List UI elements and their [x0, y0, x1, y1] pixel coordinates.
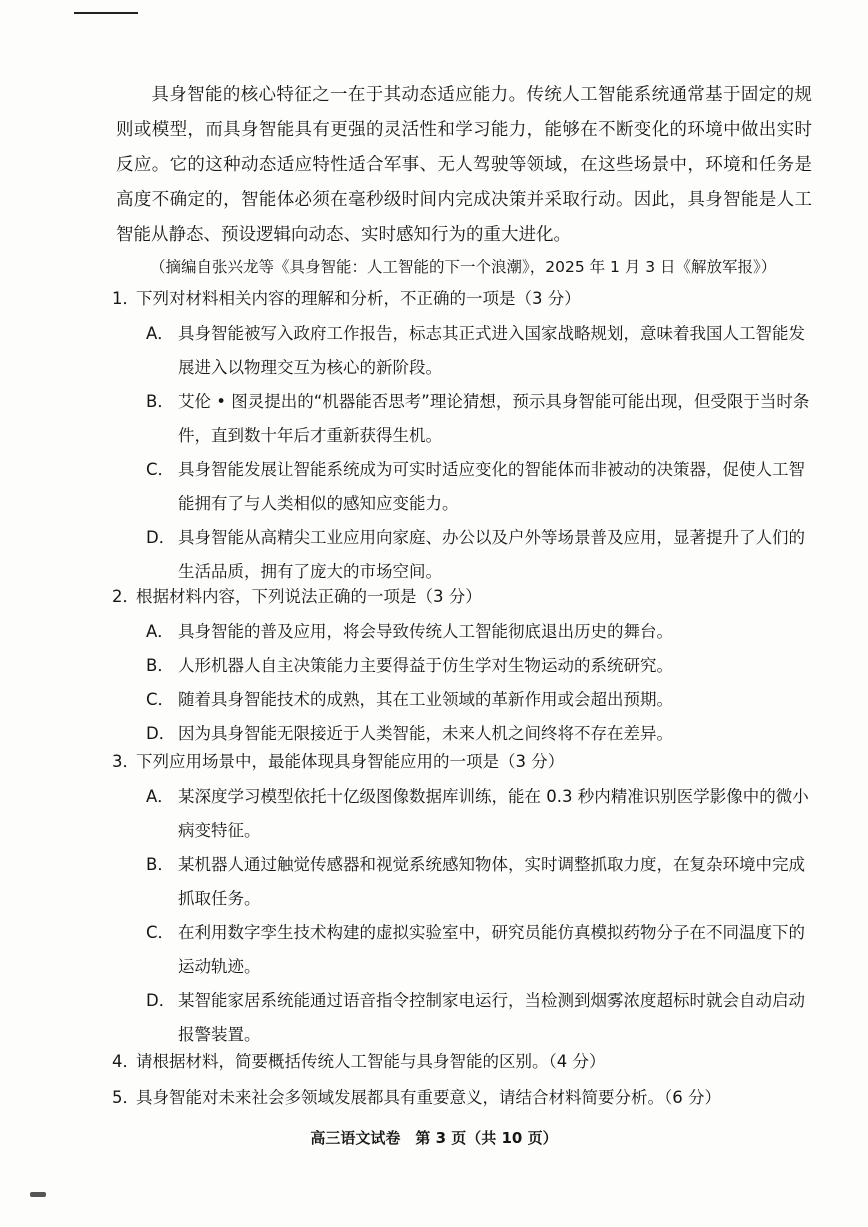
- option-label: D．: [146, 991, 176, 1010]
- option-label: A．: [146, 324, 174, 343]
- option-label: D．: [146, 528, 176, 547]
- option-label: A．: [146, 787, 174, 806]
- option-b[interactable]: [112, 848, 818, 916]
- question-4: [112, 1050, 818, 1074]
- question-1: [112, 287, 818, 589]
- question-3: [112, 750, 818, 1052]
- option-d[interactable]: [112, 717, 818, 751]
- question-text: 根据材料内容，下列说法正确的一项是（3 分）: [136, 587, 482, 606]
- option-label: B．: [146, 656, 174, 675]
- option-text: 随着具身智能技术的成熟，其在工业领域的革新作用或会超出预期。: [178, 690, 673, 709]
- question-2: [112, 585, 818, 751]
- question-stem: [112, 585, 818, 609]
- option-c[interactable]: [112, 916, 818, 984]
- question-stem: [112, 1086, 818, 1110]
- option-text: 具身智能发展让智能系统成为可实时适应变化的智能体而非被动的决策器，促使人工智能拥有了与人类相似的感知应变能力。: [178, 460, 805, 513]
- question-text: 请根据材料，简要概括传统人工智能与具身智能的区别。（4 分）: [136, 1052, 606, 1071]
- option-c[interactable]: [112, 683, 818, 717]
- option-label: B．: [146, 855, 174, 874]
- passage-paragraph: [116, 78, 812, 253]
- option-d[interactable]: [112, 521, 818, 589]
- option-d[interactable]: [112, 984, 818, 1052]
- option-label: D．: [146, 724, 176, 743]
- question-number: 5．: [112, 1088, 139, 1107]
- question-stem: [112, 750, 818, 774]
- option-text: 某深度学习模型依托十亿级图像数据库训练，能在 0.3 秒内精准识别医学影像中的微小病变特征。: [178, 787, 809, 840]
- question-number: 4．: [112, 1052, 139, 1071]
- question-5: [112, 1086, 818, 1110]
- question-stem: [112, 287, 818, 311]
- option-label: A．: [146, 622, 174, 641]
- option-a[interactable]: [112, 780, 818, 848]
- question-text: 下列应用场景中，最能体现具身智能应用的一项是（3 分）: [136, 752, 565, 771]
- option-text: 人形机器人自主决策能力主要得益于仿生学对生物运动的系统研究。: [178, 656, 673, 675]
- option-a[interactable]: [112, 317, 818, 385]
- question-number: 1．: [112, 289, 139, 308]
- question-number: 3．: [112, 752, 139, 771]
- option-c[interactable]: [112, 453, 818, 521]
- option-text: 具身智能从高精尖工业应用向家庭、办公以及户外等场景普及应用，显著提升了人们的生活品质，拥有了庞大的市场空间。: [178, 528, 805, 581]
- question-stem: [112, 1050, 818, 1074]
- option-text: 在利用数字孪生技术构建的虚拟实验室中，研究员能仿真模拟药物分子在不同温度下的运动轨迹。: [178, 923, 805, 976]
- option-a[interactable]: [112, 615, 818, 649]
- passage-text: 具身智能的核心特征之一在于其动态适应能力。传统人工智能系统通常基于固定的规则或模型，而具身智能具有更强的灵活性和学习能力，能够在不断变化的环境中做出实时反应。它的这种动态适应特性适合军事、无人驾驶等领域，在这些场景中，环境和任务是高度不确定的，智能体必须在毫秒级时间内完成决策并采取行动。因此，具身智能是人工智能从静态、预设逻辑向动态、实时感知行为的重大进化。: [116, 85, 812, 245]
- option-text: 某机器人通过触觉传感器和视觉系统感知物体，实时调整抓取力度，在复杂环境中完成抓取任务。: [178, 855, 805, 908]
- question-text: 具身智能对未来社会多领域发展都具有重要意义，请结合材料简要分析。（6 分）: [136, 1088, 721, 1107]
- page-footer: 高三语文试卷 第 3 页（共 10 页）: [310, 1129, 558, 1147]
- passage-source: （摘编自张兴龙等《具身智能：人工智能的下一个浪潮》，2025 年 1 月 3 日《解放军报》）: [150, 258, 777, 276]
- question-number: 2．: [112, 587, 139, 606]
- option-label: B．: [146, 392, 174, 411]
- option-text: 艾伦 • 图灵提出的“机器能否思考”理论猜想，预示具身智能可能出现，但受限于当时条件，直到数十年后才重新获得生机。: [178, 392, 810, 445]
- option-b[interactable]: [112, 385, 818, 453]
- top-rule: [74, 12, 138, 14]
- option-text: 因为具身智能无限接近于人类智能，未来人机之间终将不存在差异。: [178, 724, 673, 743]
- option-text: 某智能家居系统能通过语音指令控制家电运行，当检测到烟雾浓度超标时就会自动启动报警装置。: [178, 991, 805, 1044]
- question-text: 下列对材料相关内容的理解和分析，不正确的一项是（3 分）: [136, 289, 581, 308]
- option-label: C．: [146, 923, 175, 942]
- option-b[interactable]: [112, 649, 818, 683]
- option-label: C．: [146, 460, 175, 479]
- option-text: 具身智能被写入政府工作报告，标志其正式进入国家战略规划，意味着我国人工智能发展进入以物理交互为核心的新阶段。: [178, 324, 805, 377]
- option-text: 具身智能的普及应用，将会导致传统人工智能彻底退出历史的舞台。: [178, 622, 673, 641]
- scan-mark: [30, 1192, 46, 1197]
- option-label: C．: [146, 690, 175, 709]
